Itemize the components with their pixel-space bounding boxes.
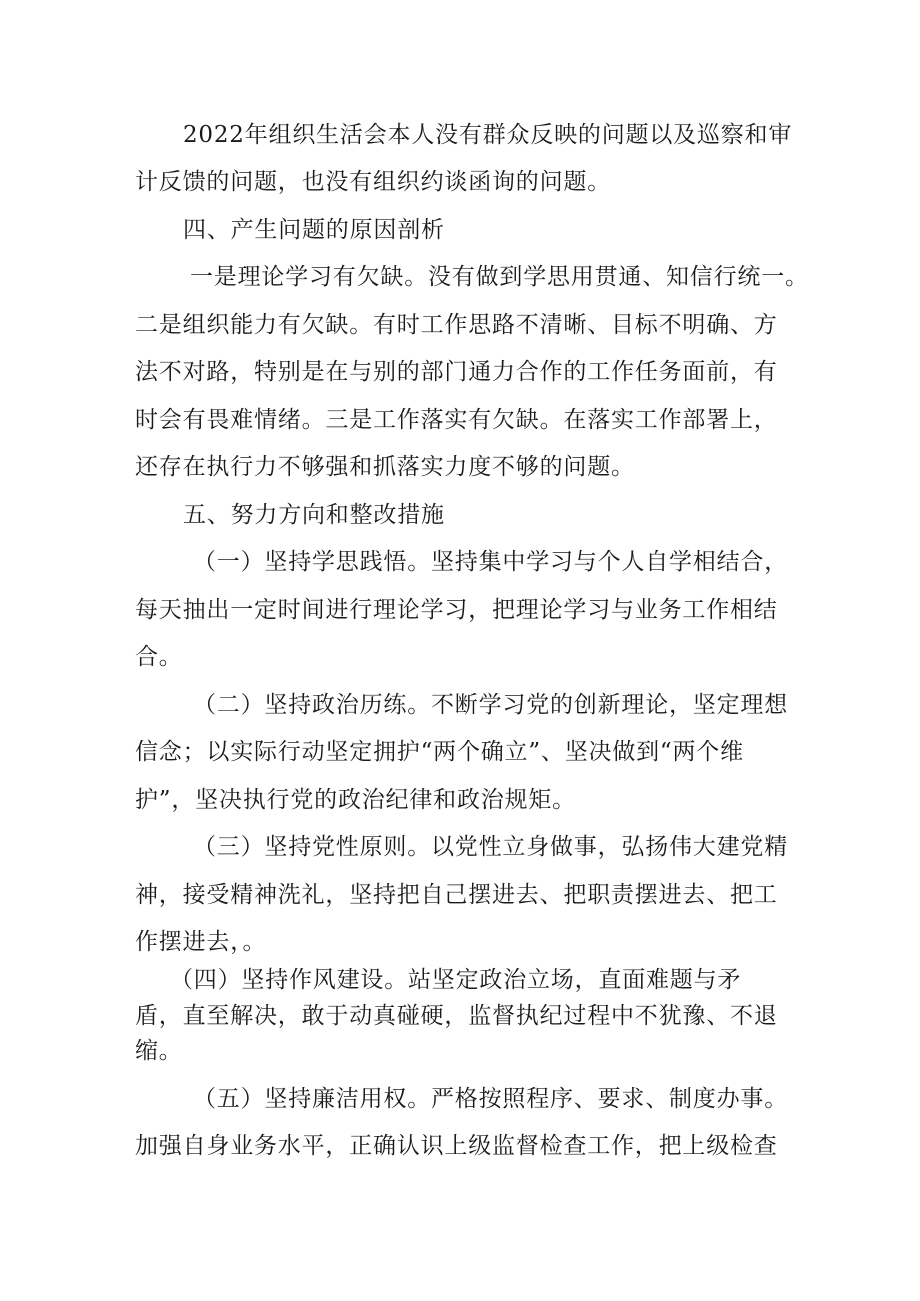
text-line: 缩。	[135, 1038, 183, 1064]
text-line: 二是组织能力有欠缺。有时工作思路不清晰、目标不明确、方	[135, 312, 778, 338]
section-heading: 五、努力方向和整改措施	[183, 502, 445, 528]
text-line: 信念；以实际行动坚定拥护“两个确立”、坚决做到“两个维	[135, 739, 744, 765]
text-line: 2022年组织生活会本人没有群众反映的问题以及巡察和审	[183, 122, 793, 148]
text-line: 神，接受精神洗礼，坚持把自己摆进去、把职责摆进去、把工	[135, 882, 778, 908]
text-line: 时会有畏难情绪。三是工作落实有欠缺。在落实工作部署上，	[135, 407, 778, 433]
text-line: （三）坚持党性原则。以党性立身做事，弘扬伟大建党精	[193, 834, 788, 860]
text-line: （一）坚持学思践悟。坚持集中学习与个人自学相结合，	[193, 549, 788, 575]
text-line: 一是理论学习有欠缺。没有做到学思用贯通、知信行统一。	[190, 264, 809, 290]
text-line: 法不对路，特别是在与别的部门通力合作的工作任务面前，有	[135, 359, 778, 385]
text-line: 每天抽出一定时间进行理论学习，把理论学习与业务工作相结	[135, 597, 778, 623]
text-line: （五）坚持廉洁用权。严格按照程序、要求、制度办事。	[193, 1086, 788, 1112]
text-line: （二）坚持政治历练。不断学习党的创新理论，坚定理想	[193, 692, 788, 718]
text-line: 还存在执行力不够强和抓落实力度不够的问题。	[135, 454, 635, 480]
text-line: 作摆进去，。	[135, 929, 267, 955]
text-line: 护”，坚决执行党的政治纪律和政治规矩。	[135, 787, 576, 813]
section-heading: 四、产生问题的原因剖析	[183, 217, 445, 243]
text-line: 计反馈的问题，也没有组织约谈函询的问题。	[135, 169, 611, 195]
text-line: 盾，直至解决，敢于动真碰硬，监督执纪过程中不犹豫、不退	[135, 1003, 778, 1029]
text-line: 合。	[135, 644, 183, 670]
text-line: 加强自身业务水平，正确认识上级监督检查工作，把上级检查	[135, 1133, 778, 1159]
text-line: （四）坚持作风建设。站坚定政治立场，直面难题与矛	[170, 967, 742, 993]
